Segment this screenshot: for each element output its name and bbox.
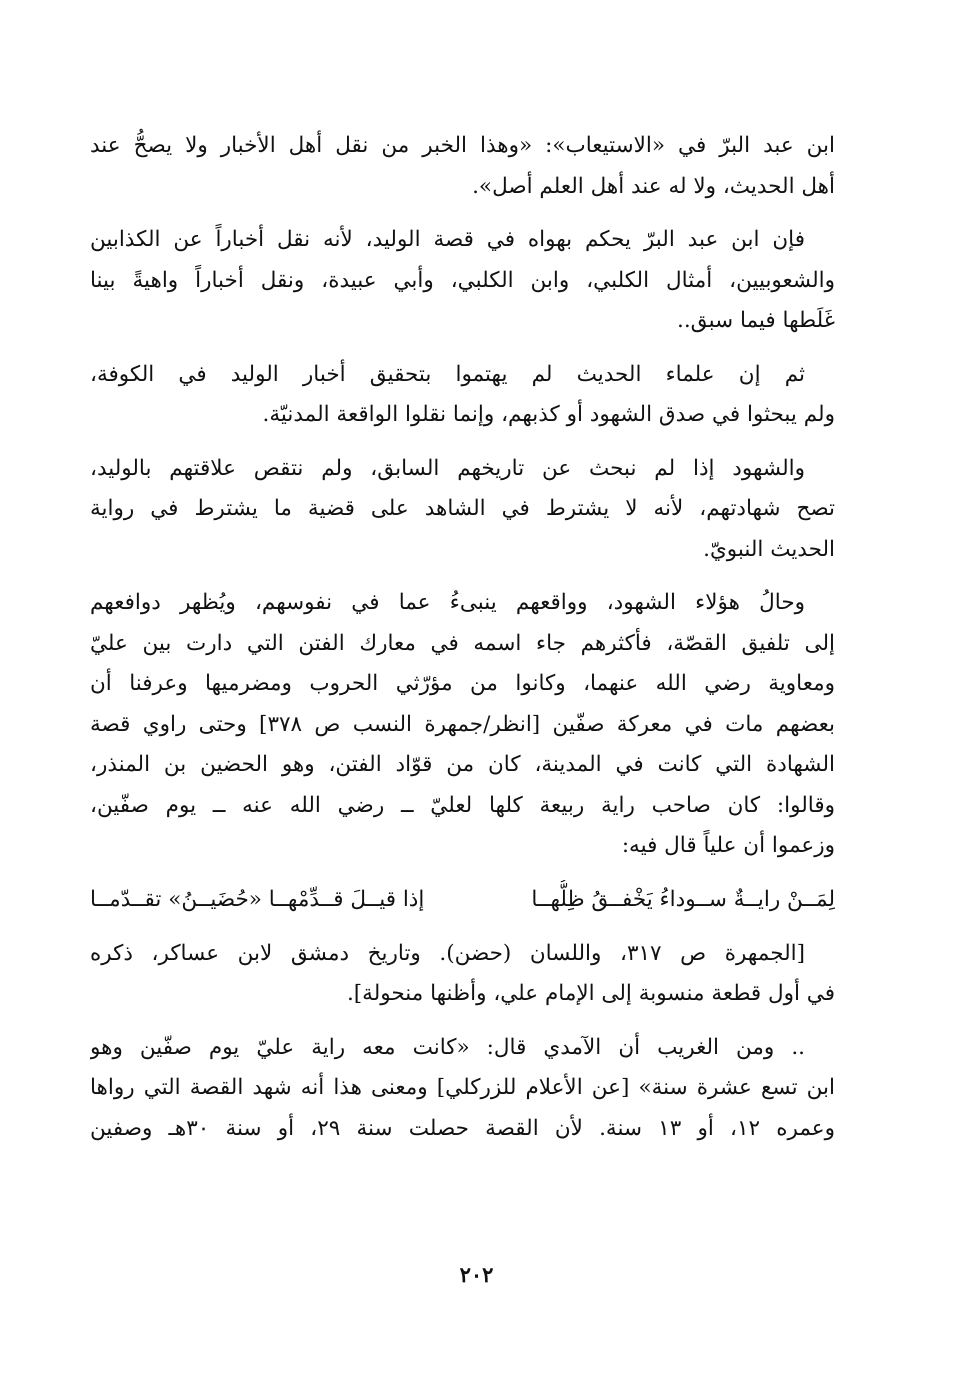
paragraph-line: .. ومن الغريب أن الآمدي قال: «كانت معه راية عليّ يوم صفّين وهو [90, 1034, 805, 1060]
page-number: ٢٠٢ [459, 1262, 494, 1287]
paragraph-7 [90, 1028, 835, 1150]
paragraph-line: بعضهم مات في معركة صفّين [انظر/جمهرة النسب ص ٣٧٨] وحتى راوي قصة [90, 711, 835, 737]
paragraph-line: وحالُ هؤلاء الشهود، وواقعهم ينبىءُ عما في نفوسهم، ويُظهر دوافعهم [90, 590, 805, 615]
paragraph-line: وقالوا: كان صاحب راية ربيعة كلها لعليّ ــ رضي الله عنه ــ يوم صفّين، [90, 792, 835, 818]
paragraph-1 [90, 126, 835, 207]
verse-first-hemistich: لِمَــنْ رايــةٌ ســوداءُ يَخْفــقُ ظِلُّهــا [531, 886, 835, 912]
poetry-verse [90, 880, 835, 920]
paragraph-3 [90, 355, 835, 436]
paragraph-5 [90, 583, 835, 867]
paragraph-line: إلى تلفيق القصّة، فأكثرهم جاء اسمه في معارك الفتن التي دارت بين عليّ [90, 630, 835, 656]
paragraph-line: ولم يبحثوا في صدق الشهود أو كذبهم، وإنما نقلوا الواقعة المدنيّة. [262, 402, 835, 427]
page-body [90, 126, 835, 1162]
paragraph-line: تصح شهادتهم، لأنه لا يشترط في الشاهد على قضية ما يشترط في رواية [90, 496, 835, 521]
paragraph-line: ومعاوية رضي الله عنهما، وكانوا من مؤرّثي الحروب ومضرميها وعرفنا أن [90, 671, 835, 696]
paragraph-line: فإن ابن عبد البرّ يحكم بهواه في قصة الوليد، لأنه نقل أخباراً عن الكذابين [90, 227, 805, 252]
paragraph-6 [90, 934, 835, 1015]
paragraph-4 [90, 449, 835, 571]
paragraph-line: أهل الحديث، ولا له عند أهل العلم أصل». [472, 173, 835, 199]
paragraph-line: ابن عبد البرّ في «الاستيعاب»: «وهذا الخبر من نقل أهل الأخبار ولا يصحُّ عند [90, 133, 835, 158]
paragraph-2 [90, 220, 835, 342]
paragraph-line: وزعموا أن علياً قال فيه: [621, 833, 835, 858]
paragraph-line: غَلَطها فيما سبق.. [677, 308, 835, 333]
paragraph-line: ابن تسع عشرة سنة» [عن الأعلام للزركلي] ومعنى هذا أنه شهد القصة التي رواها [90, 1075, 835, 1100]
paragraph-line: والشهود إذا لم نبحث عن تاريخهم السابق، ولم نتقص علاقتهم بالوليد، [90, 455, 805, 481]
verse-second-hemistich: إذا قيــلَ قــدِّمْهــا «حُضَيــنُ» تقــدّمــا [90, 886, 425, 912]
paragraph-line: الحديث النبويّ. [703, 536, 835, 562]
paragraph-line: في أول قطعة منسوبة إلى الإمام علي، وأظنها منحولة]. [346, 981, 835, 1006]
paragraph-line: وعمره ١٢، أو ١٣ سنة. لأن القصة حصلت سنة ٢٩، أو سنة ٣٠هـ وصفين [90, 1115, 835, 1141]
paragraph-line: الشهادة التي كانت في المدينة، كان من قوّاد الفتن، وهو الحضين بن المنذر، [90, 752, 835, 777]
paragraph-line: والشعوبيين، أمثال الكلبي، وابن الكلبي، وأبي عبيدة، ونقل أخباراً واهيةً بينا [90, 267, 835, 293]
paragraph-line: [الجمهرة ص ٣١٧، واللسان (حضن). وتاريخ دمشق لابن عساكر، ذكره [90, 940, 805, 966]
paragraph-line: ثم إن علماء الحديث لم يهتموا بتحقيق أخبار الوليد في الكوفة، [90, 361, 805, 387]
